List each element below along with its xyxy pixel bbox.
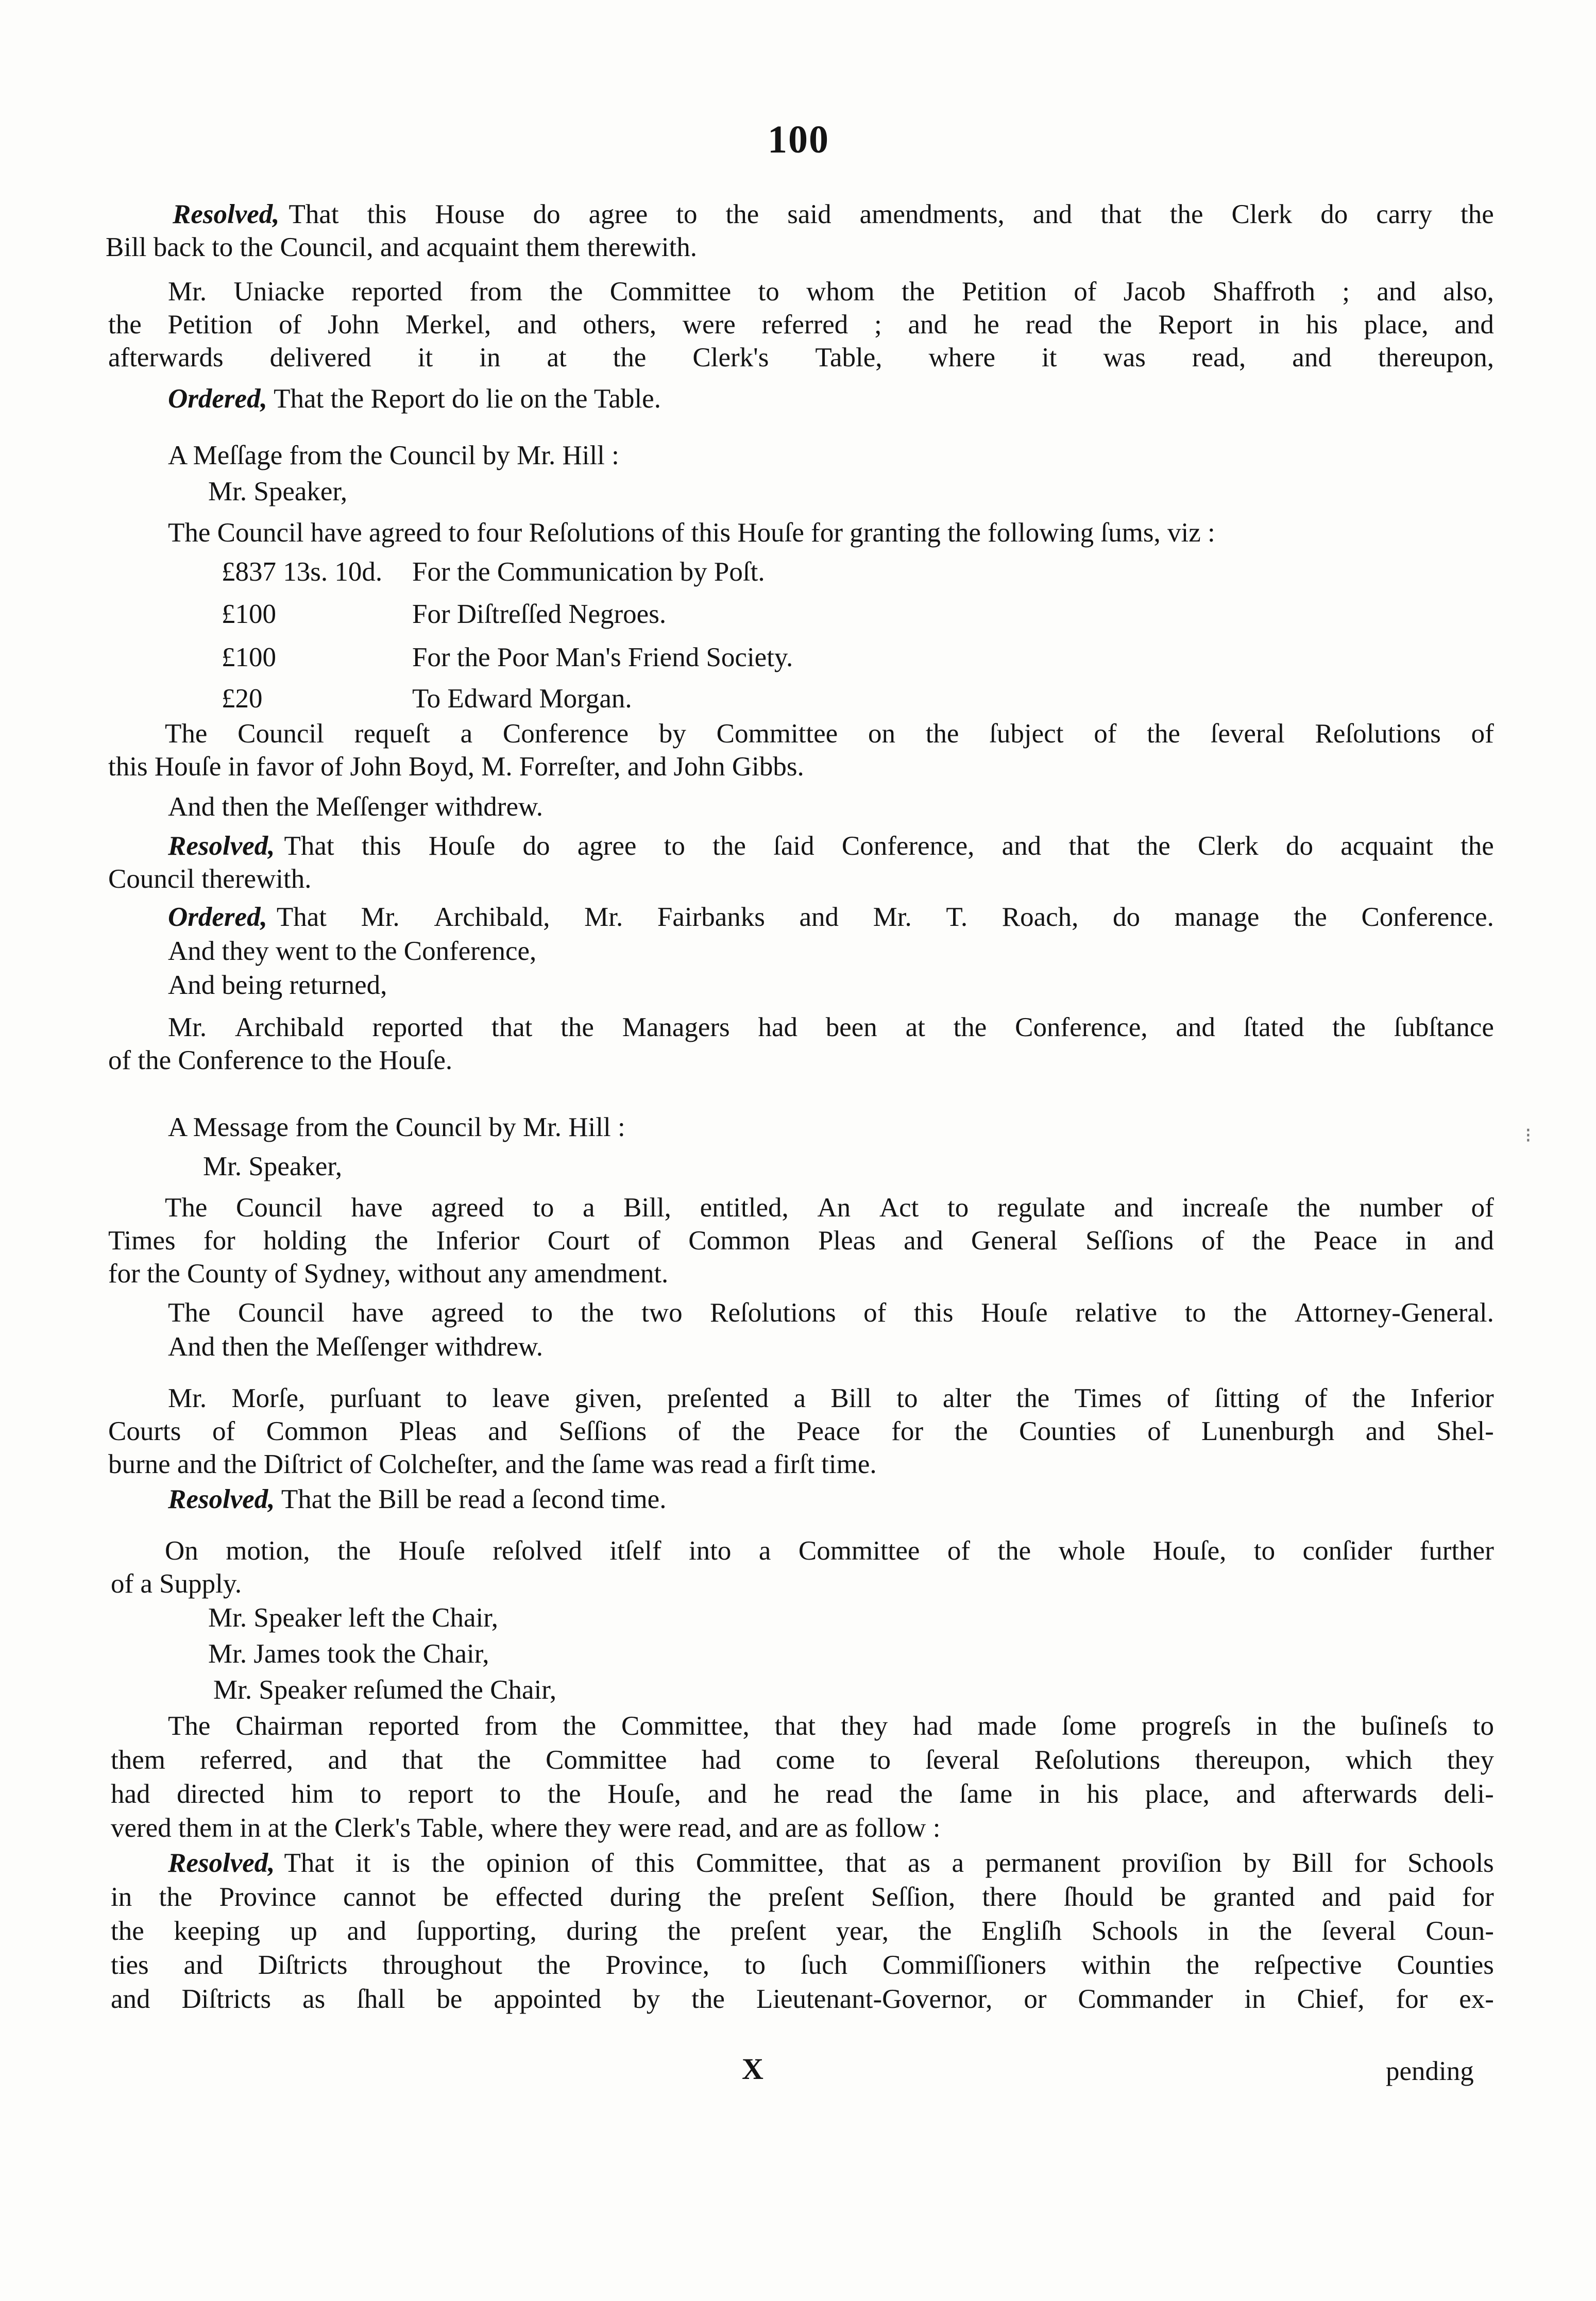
line-13: Resolved, That this Houſe do agree to the ſaid Conference, and that the Clerk do acquaint the [168,831,1494,861]
line-1: Resolved, That this House do agree to the said amendments, and that the Clerk do carry the [173,199,1494,229]
line-42: the keeping up and ſupporting, during the preſent year, the Engliſh Schools in the ſeveral Coun- [111,1916,1494,1946]
signature-mark: X [742,2052,763,2086]
line-40: Resolved, That it is the opinion of this Committee, that as a permanent proviſion by Bill for Schools [168,1848,1494,1878]
line-11: this Houſe in favor of John Boyd, M. Forreſter, and John Gibbs. [108,752,804,782]
line-21: Mr. Speaker, [203,1152,343,1181]
line-20: A Message from the Council by Mr. Hill : [168,1112,625,1142]
line-39: vered them in at the Clerk's Table, where they were read, and are as follow : [111,1813,941,1843]
line-31: On motion, the Houſe reſolved itſelf into a Committee of the whole Houſe, to conſider further [165,1536,1494,1566]
line-35: Mr. Speaker reſumed the Chair, [213,1675,557,1705]
line-16: And they went to the Conference, [168,936,537,966]
line-30: Resolved, That the Bill be read a ſecond time. [168,1484,667,1514]
sum-purpose-3: For the Poor Man's Friend Society. [412,642,793,672]
line-18: Mr. Archibald reported that the Managers had been at the Conference, and ſtated the ſubſtance [168,1012,1494,1042]
sum-amount-1: £837 13s. 10d. [222,557,383,587]
line-17: And being returned, [168,970,387,1000]
line-24: for the County of Sydney, without any amendment. [108,1259,669,1289]
resolved-label: Resolved, [173,199,280,229]
line-28: Courts of Common Pleas and Seſſions of the Peace for the Counties of Lunenburgh and Shel- [108,1416,1494,1446]
sum-amount-3: £100 [222,642,276,672]
line-25: The Council have agreed to the two Reſolutions of this Houſe relative to the Attorney-General. [168,1298,1494,1328]
line-33: Mr. Speaker left the Chair, [208,1603,499,1633]
line-27: Mr. Morſe, purſuant to leave given, preſented a Bill to alter the Times of ſitting of the Inferior [168,1383,1494,1413]
line-19: of the Conference to the Houſe. [108,1045,453,1075]
line-4: the Petition of John Merkel, and others, were referred ; and he read the Report in his place, and [108,310,1494,340]
line-44: and Diſtricts as ſhall be appointed by the Lieutenant-Governor, or Commander in Chief, for ex- [111,1984,1494,2014]
line-15: Ordered, That Mr. Archibald, Mr. Fairbanks and Mr. T. Roach, do manage the Conference. [168,902,1494,932]
line-10: The Council requeſt a Conference by Committee on the ſubject of the ſeveral Reſolutions of [165,719,1494,749]
line-43: ties and Diſtricts throughout the Province, to ſuch Commiſſioners within the reſpective Counties [111,1950,1494,1980]
line-14: Council therewith. [108,864,312,894]
line-7: A Meſſage from the Council by Mr. Hill : [168,441,619,470]
line-34: Mr. James took the Chair, [208,1639,489,1669]
line-6: Ordered, That the Report do lie on the Table. [168,384,661,414]
margin-smudge: ⁝ [1525,1124,1532,1147]
line-29: burne and the Diſtrict of Colcheſter, and the ſame was read a firſt time. [108,1449,877,1479]
line-22: The Council have agreed to a Bill, entitled, An Act to regulate and increaſe the number of [165,1193,1494,1223]
line-38: had directed him to report to the Houſe, and he read the ſame in his place, and afterwards deli- [111,1779,1494,1809]
sum-purpose-1: For the Communication by Poſt. [412,557,765,587]
catchword: pending [1386,2056,1474,2086]
line-2: Bill back to the Council, and acquaint them therewith. [106,232,698,262]
line-3: Mr. Uniacke reported from the Committee to whom the Petition of Jacob Shaffroth ; and also, [168,277,1494,307]
line-5: afterwards delivered it in at the Clerk's Table, where it was read, and thereupon, [108,343,1494,373]
line-9: The Council have agreed to four Reſolutions of this Houſe for granting the following ſums, viz : [168,518,1215,548]
line-36: The Chairman reported from the Committee, that they had made ſome progreſs in the buſineſs to [168,1711,1494,1741]
sum-amount-2: £100 [222,599,276,629]
line-32: of a Supply. [111,1569,242,1599]
line-8: Mr. Speaker, [208,477,348,506]
line-41: in the Province cannot be effected during the preſent Seſſion, there ſhould be granted and paid for [111,1882,1494,1912]
sum-purpose-2: For Diſtreſſed Negroes. [412,599,667,629]
line-26: And then the Meſſenger withdrew. [168,1332,544,1362]
page-number: 100 [768,118,829,161]
sum-purpose-4: To Edward Morgan. [412,684,632,714]
line-23: Times for holding the Inferior Court of Common Pleas and General Seſſions of the Peace in and [108,1226,1494,1256]
sum-amount-4: £20 [222,684,263,714]
line-12: And then the Meſſenger withdrew. [168,792,544,822]
line-37: them referred, and that the Committee had come to ſeveral Reſolutions thereupon, which they [111,1745,1494,1775]
